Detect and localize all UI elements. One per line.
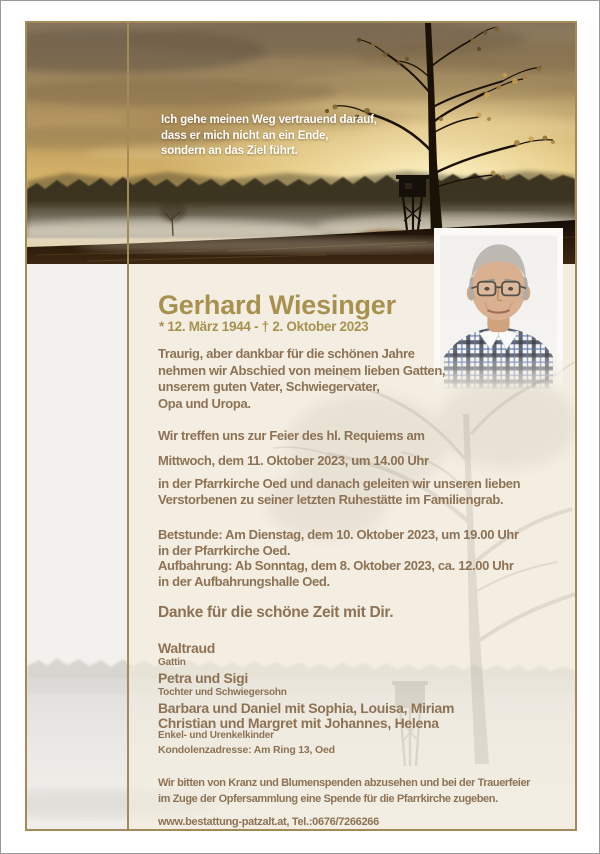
- requiem-invite-line: Wir treffen uns zur Feier des hl. Requiems am: [158, 428, 425, 443]
- mourner-relation: Tochter und Schwiegersohn: [158, 687, 287, 698]
- memorial-quote: [161, 113, 377, 160]
- quote-line: dass er mich nicht an ein Ende,: [161, 129, 329, 142]
- requiem-date-line: Mittwoch, dem 11. Oktober 2023, um 14.00 Uhr: [158, 453, 429, 468]
- deceased-dates: * 12. März 1944 - † 2. Oktober 2023: [159, 319, 369, 334]
- deceased-name: Gerhard Wiesinger: [158, 290, 396, 320]
- portrait-photo: [434, 228, 563, 396]
- schedule-paragraph: Betstunde: Am Dienstag, dem 10. Oktober 2023, um 19.00 Uhr in der Pfarrkirche Oed. Aufbahrung: Ab Sonntag, dem 8. Oktober 2023, ca. 12.00 Uhr in der Aufbahrungshalle Oed.: [158, 527, 519, 589]
- intro-paragraph: Traurig, aber dankbar für die schönen Jahre nehmen wir Abschied von meinem lieben Gatten, unserem guten Vater, Schwiegervater, Opa und Uropa.: [158, 346, 446, 411]
- portrait-illustration: [440, 234, 557, 390]
- mourner-relation: Enkel- und Urenkelkinder: [158, 730, 274, 741]
- column-divider: [127, 23, 129, 829]
- mourner-names: Waltraud: [158, 640, 215, 656]
- donation-note: Wir bitten von Kranz und Blumenspenden abzusehen und bei der Trauerfeier im Zuge der Opfersammlung eine Spende für die Pfarrkirche zugeben.: [158, 777, 531, 805]
- mourner-names: Petra und Sigi: [158, 670, 248, 686]
- thanks-line: Danke für die schöne Zeit mit Dir.: [158, 604, 394, 621]
- quote-line: Ich gehe meinen Weg vertrauend darauf,: [161, 114, 377, 126]
- quote-line: sondern an das Ziel führt.: [161, 145, 298, 157]
- condolence-address: Kondolenzadresse: Am Ring 13, Oed: [158, 744, 335, 756]
- mourner-names: Barbara und Daniel mit Sophia, Louisa, Miriam Christian und Margret mit Johannes, Helena: [158, 700, 455, 731]
- memorial-card-frame: [25, 21, 577, 831]
- requiem-location-lines: in der Pfarrkirche Oed und danach geleiten wir unseren lieben Verstorbenen zu seiner letzten Ruhestätte im Familiengrab.: [158, 476, 521, 507]
- funeral-home-contact: www.bestattung-patzalt.at, Tel.:0676/7266266: [158, 816, 379, 828]
- mourner-relation: Gattin: [158, 657, 186, 668]
